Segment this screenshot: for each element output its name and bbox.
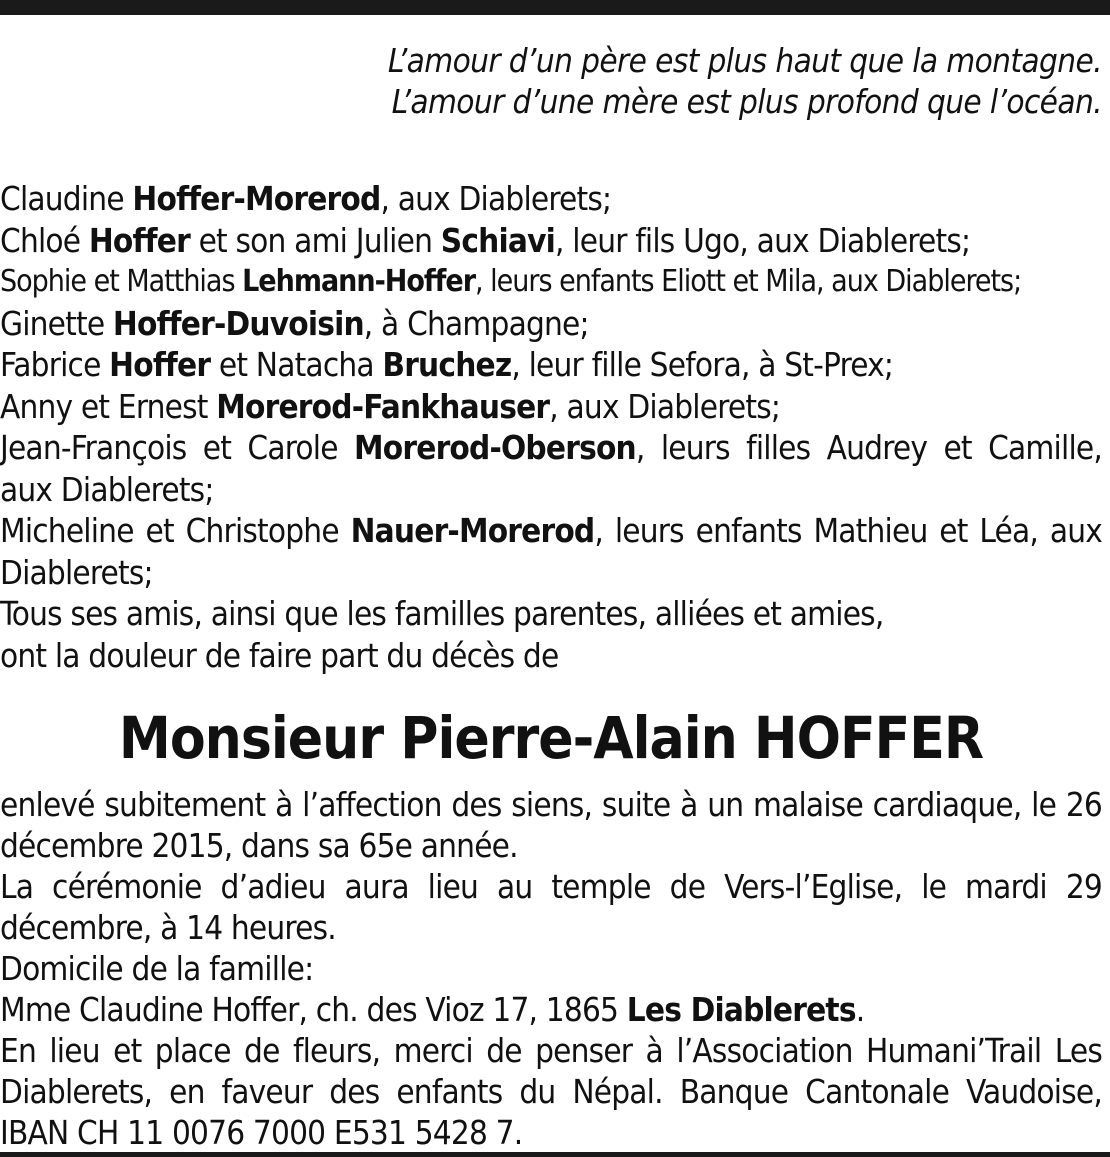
family-line-4 [0, 303, 1102, 345]
family-line-7-cont: aux Diablerets; [0, 469, 214, 509]
obituary-notice [0, 40, 1102, 1153]
family-line-text: et son ami Julien [189, 220, 441, 260]
closing-line-1: Tous ses amis, ainsi que les familles parentes, alliées et amies, [0, 594, 884, 633]
family-line-text: , leur fils Ugo, aux Diablerets; [555, 220, 971, 260]
family-line-text: Claudine [0, 179, 133, 218]
passing-paragraph: enlevé subitement à l’affection des siens, suite à un malaise cardiaque, le 26 décembre 2015, dans sa 65e année. [0, 785, 1102, 865]
family-line-text: , à Champagne; [363, 303, 589, 343]
family-line-text: , aux Diablerets; [380, 179, 612, 218]
family-surname: Bruchez [382, 345, 512, 384]
family-line-8 [0, 510, 1102, 552]
address-text: . [855, 990, 865, 1029]
family-line-text: , aux Diablerets; [549, 386, 781, 426]
family-line-text: , leurs enfants Mathieu et Léa, aux [594, 511, 1102, 550]
family-surname: Hoffer [88, 220, 190, 260]
family-line-6 [0, 386, 1102, 428]
family-line-text: Sophie et Matthias [0, 264, 243, 299]
notice-details [0, 784, 1102, 1153]
family-surname: Morerod-Oberson [354, 428, 636, 467]
deceased-name: Monsieur Pierre-Alain HOFFER [118, 704, 984, 772]
quote-line-1: L’amour d’un père est plus haut que la montagne. [387, 41, 1102, 80]
family-surname: Nauer-Morerod [350, 511, 595, 550]
epigraph-quote [0, 40, 1102, 122]
family-line-text: , leurs filles Audrey et Camille, [635, 428, 1102, 467]
family-line-2 [0, 220, 1102, 262]
family-line-7 [0, 427, 1102, 469]
family-line-text: Jean-François et Carole [0, 428, 355, 467]
family-line-8-cont: Diablerets; [0, 552, 153, 592]
ceremony-paragraph: La cérémonie d’adieu aura lieu au temple de Vers-l’Eglise, le mardi 29 décembre, à 14 heures. [0, 867, 1102, 947]
family-line-text: , leurs enfants Eliott et Mila, aux Diablerets; [475, 264, 1022, 299]
family-line-text: Ginette [0, 303, 113, 343]
family-line-text: , leur fille Sefora, à St-Prex; [511, 345, 894, 384]
donation-paragraph: En lieu et place de fleurs, merci de penser à l’Association Humani’Trail Les Diablerets, en faveur des enfants du Népal. Banque Cantonale Vaudoise, IBAN CH 11 0076 7000 E531 5428 7. [0, 1031, 1102, 1152]
family-line-text: et Natacha [210, 345, 383, 384]
family-surname: Hoffer-Duvoisin [112, 303, 364, 343]
bottom-rule [0, 1152, 1110, 1157]
closing-line-2: ont la douleur de faire part du décès de [0, 635, 559, 675]
family-line-text: Chloé [0, 220, 89, 260]
address-text: Mme Claudine Hoffer, ch. des Vioz 17, 1865 [0, 990, 627, 1029]
domicile-heading: Domicile de la famille: [0, 949, 314, 988]
family-surname: Hoffer-Morerod [132, 179, 381, 218]
family-line-1 [0, 178, 1102, 220]
quote-line-2: L’amour d’une mère est plus profond que l’océan. [391, 82, 1102, 121]
address-locality: Les Diablerets [626, 990, 856, 1029]
family-line-text: Anny et Ernest [0, 386, 217, 426]
domicile-address [0, 989, 1102, 1030]
top-rule [0, 0, 1110, 15]
family-line-3 [0, 261, 1102, 303]
family-line-text: Micheline et Christophe [0, 511, 351, 550]
family-surname: Schiavi [440, 220, 556, 260]
family-surname: Lehmann-Hoffer [242, 264, 476, 299]
family-surname: Hoffer [109, 345, 211, 384]
family-line-text: Fabrice [0, 345, 110, 384]
family-list [0, 178, 1102, 676]
family-surname: Morerod-Fankhauser [216, 386, 550, 426]
family-line-5 [0, 344, 1102, 386]
